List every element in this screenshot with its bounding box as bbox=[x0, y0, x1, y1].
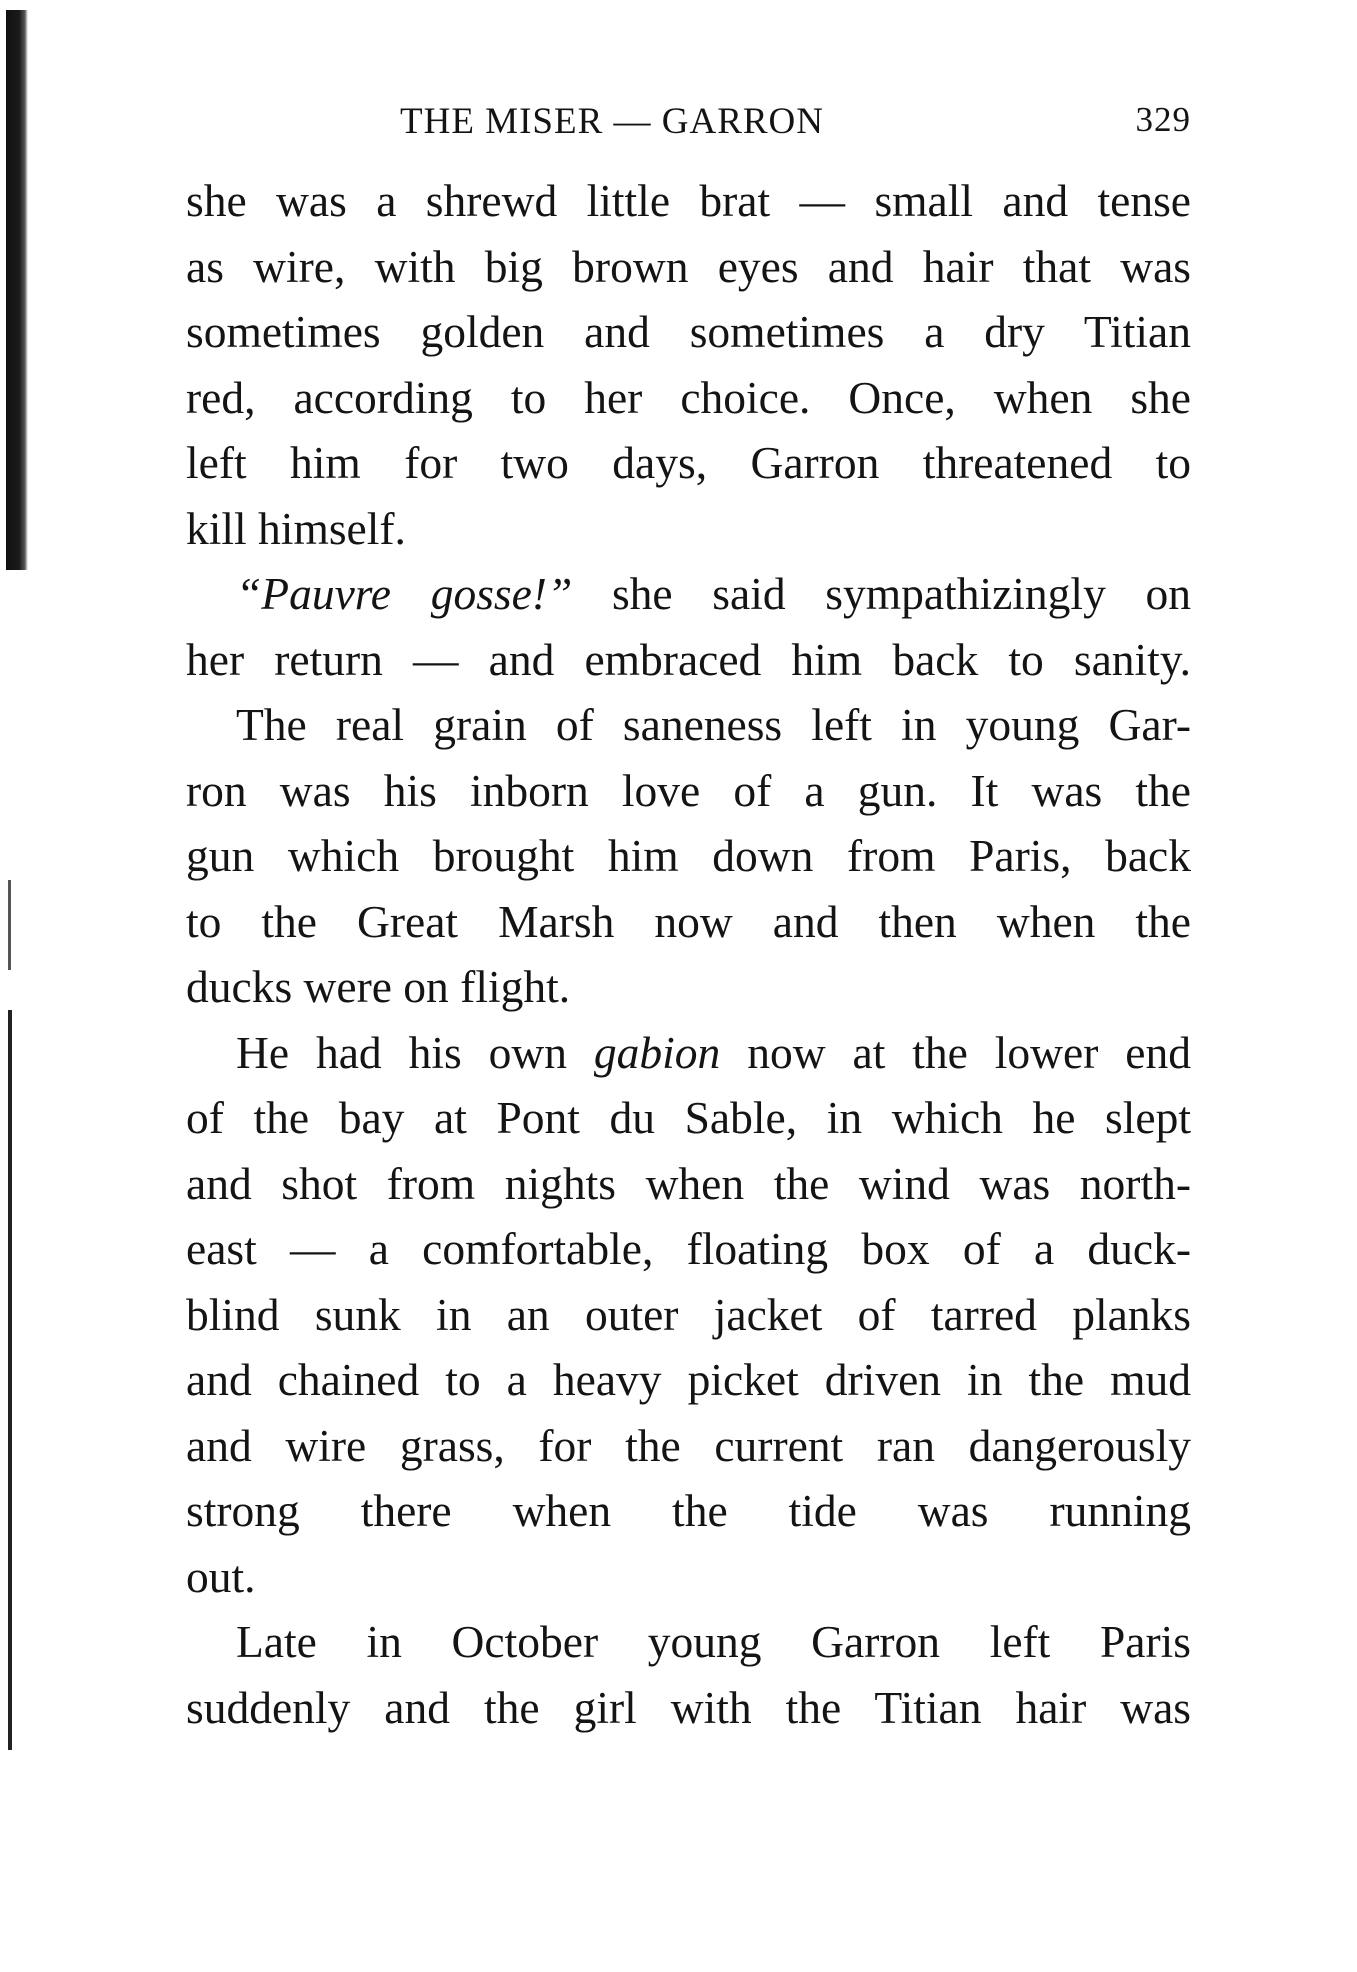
page-binding-edge-line bbox=[8, 1010, 12, 1750]
text-fragment: now at the lower end bbox=[720, 1026, 1191, 1078]
paragraph-1 bbox=[136, 168, 1191, 561]
text-line: gun which brought him down from Paris, back bbox=[186, 830, 1191, 881]
page-binding-edge-mark bbox=[8, 880, 11, 970]
text-line: her return — and embraced him back to sanity. bbox=[186, 633, 1191, 685]
text-line: red, according to her choice. Once, when she bbox=[186, 371, 1191, 423]
text-line: east — a comfortable, floating box of a duck- bbox=[186, 1223, 1191, 1274]
text-line: ron was his inborn love of a gun. It was the bbox=[186, 764, 1191, 816]
text-line: of the bay at Pont du Sable, in which he slept bbox=[186, 1092, 1191, 1143]
italic-phrase: “Pauvre gosse!” bbox=[236, 568, 573, 619]
text-line: kill himself. bbox=[186, 502, 406, 554]
page-number: 329 bbox=[1135, 100, 1191, 139]
text-line bbox=[136, 561, 1191, 627]
page-header bbox=[136, 100, 1191, 150]
paragraph-5 bbox=[136, 1609, 1191, 1740]
text-line: she was a shrewd little brat — small and tense bbox=[186, 175, 1191, 226]
running-title: THE MISER — GARRON bbox=[400, 101, 824, 142]
text-line: as wire, with big brown eyes and hair that was bbox=[186, 240, 1191, 292]
text-line: left him for two days, Garron threatened to bbox=[186, 437, 1191, 488]
text-line: and shot from nights when the wind was north- bbox=[186, 1157, 1191, 1209]
text-line: to the Great Marsh now and then when the bbox=[186, 895, 1191, 947]
text-line: and chained to a heavy picket driven in the mud bbox=[186, 1354, 1191, 1405]
paragraph-4 bbox=[136, 1020, 1191, 1610]
text-line: out. bbox=[186, 1550, 256, 1602]
text-line: sometimes golden and sometimes a dry Titian bbox=[186, 306, 1191, 357]
page-binding-edge bbox=[6, 10, 28, 570]
text-line: strong there when the tide was running bbox=[186, 1485, 1191, 1536]
text-line: Late in October young Garron left Paris bbox=[236, 1616, 1191, 1667]
body-text bbox=[136, 168, 1191, 1740]
text-line: and wire grass, for the current ran dangerously bbox=[186, 1419, 1191, 1471]
text-fragment: she said sympathizingly on bbox=[572, 568, 1192, 619]
paragraph-2 bbox=[136, 561, 1191, 692]
text-fragment: He had his own bbox=[236, 1026, 594, 1078]
text-line: The real grain of saneness left in young Gar- bbox=[236, 699, 1191, 750]
italic-word: gabion bbox=[593, 1026, 721, 1078]
text-line: blind sunk in an outer jacket of tarred planks bbox=[186, 1288, 1191, 1340]
text-line: suddenly and the girl with the Titian hair was bbox=[186, 1681, 1191, 1733]
paragraph-3 bbox=[136, 692, 1191, 1020]
text-line: ducks were on flight. bbox=[186, 961, 571, 1012]
text-line bbox=[136, 1020, 1191, 1086]
